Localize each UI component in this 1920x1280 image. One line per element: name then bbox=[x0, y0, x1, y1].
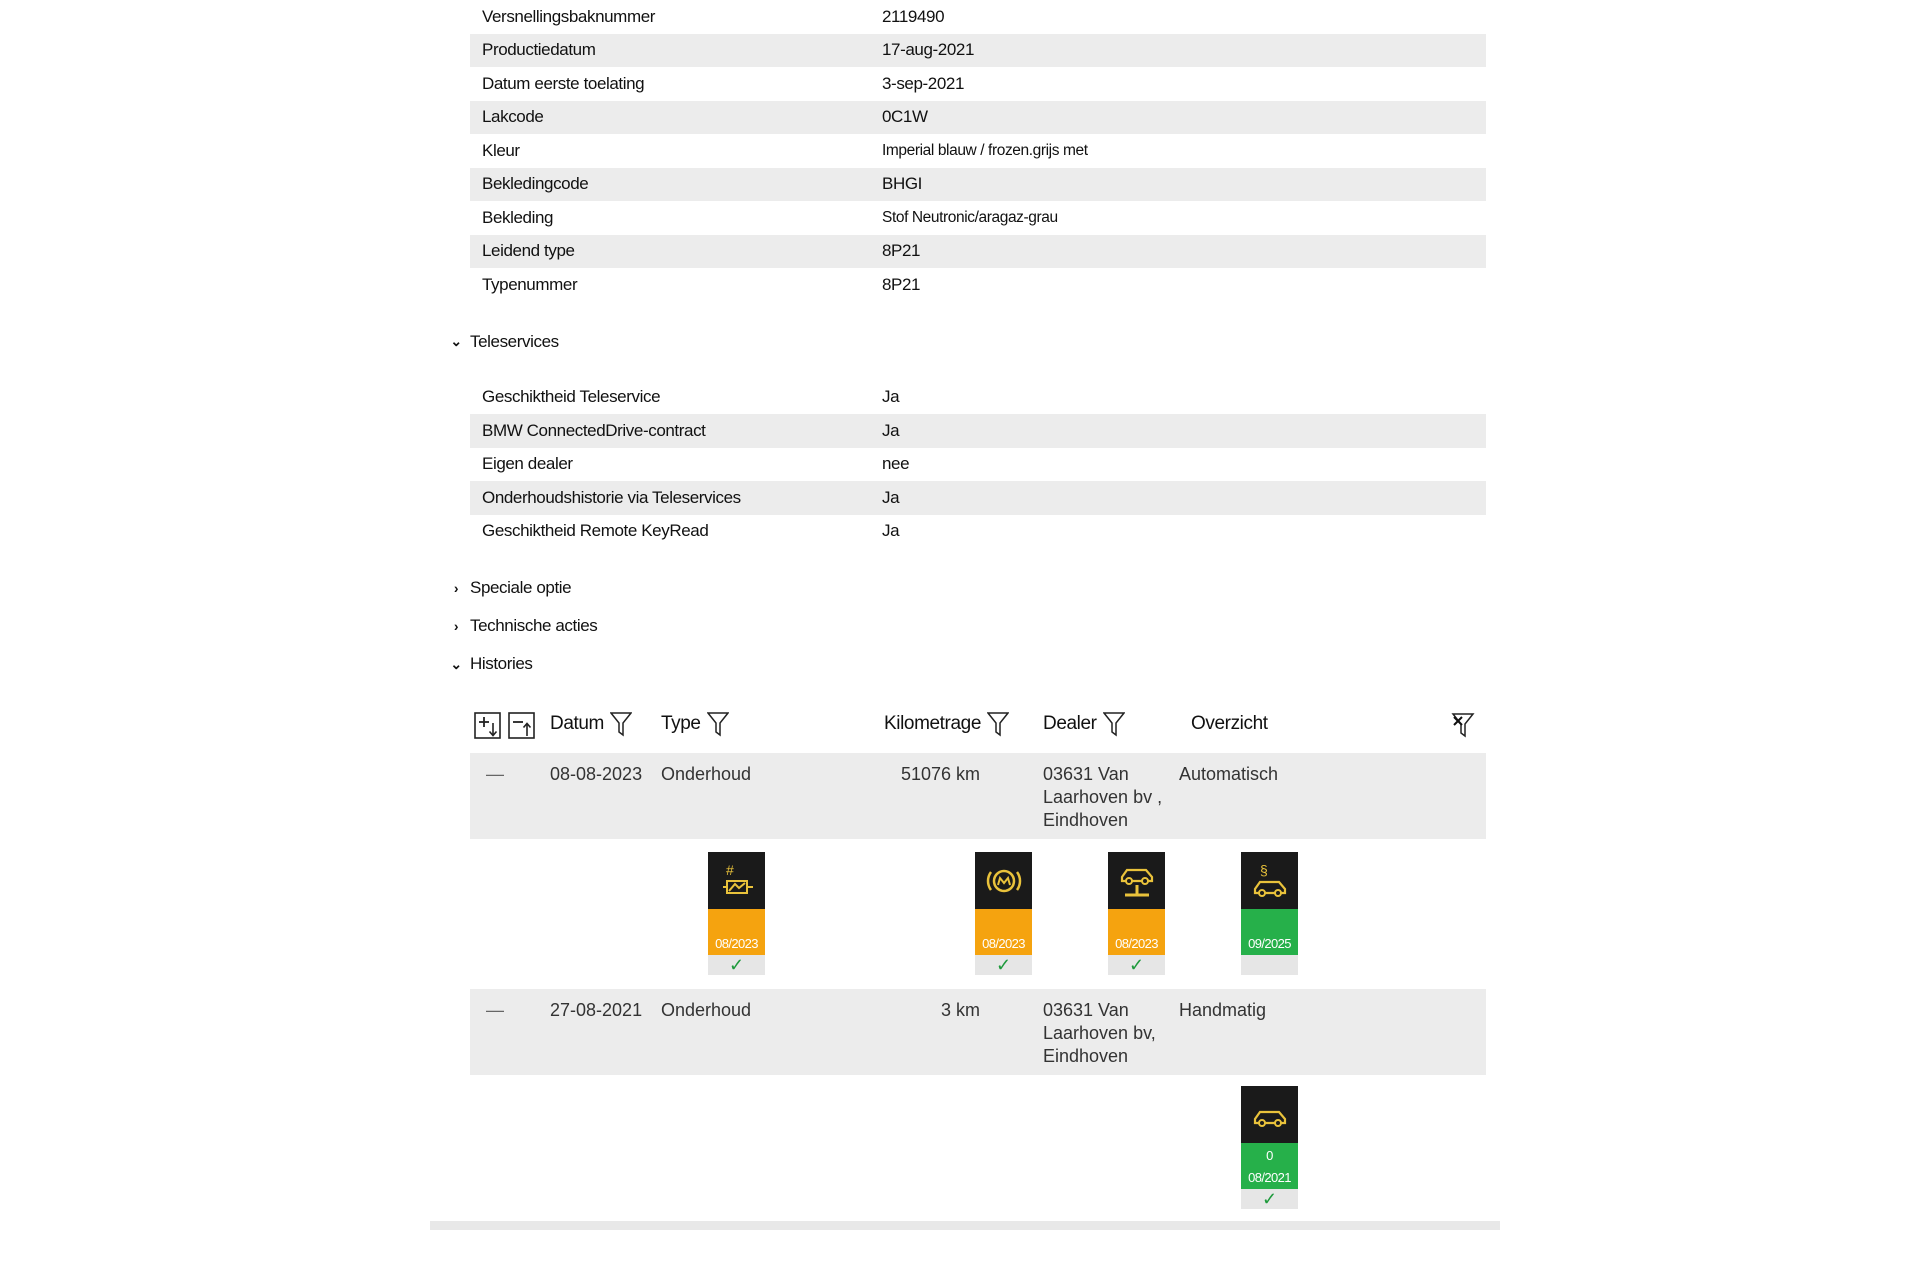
column-header-label: Overzicht bbox=[1191, 713, 1268, 734]
column-header-label: Dealer bbox=[1043, 713, 1097, 734]
car-icon bbox=[1248, 1093, 1292, 1137]
dealer-line: Eindhoven bbox=[1043, 1046, 1129, 1066]
history-km: 3 km bbox=[940, 1000, 980, 1020]
svg-text:#: # bbox=[725, 861, 734, 878]
vehicle-lift-icon bbox=[1115, 859, 1159, 903]
service-badges bbox=[470, 839, 1486, 989]
check-icon: ✓ bbox=[708, 955, 765, 975]
column-kilometrage[interactable] bbox=[884, 695, 1009, 753]
kv-row bbox=[470, 414, 1486, 448]
column-datum[interactable] bbox=[550, 695, 632, 753]
check-icon: ✓ bbox=[1108, 955, 1165, 975]
section-title: Teleservices bbox=[470, 331, 559, 351]
column-dealer[interactable] bbox=[1043, 695, 1125, 753]
history-overzicht: Handmatig bbox=[1179, 1000, 1267, 1020]
badge-date: 08/2023 bbox=[975, 909, 1032, 955]
badge-date: 09/2025 bbox=[1241, 909, 1298, 955]
dealer-line: Laarhoven bv , bbox=[1043, 787, 1163, 807]
filter-icon[interactable] bbox=[707, 711, 729, 737]
kv-label: Typenummer bbox=[482, 274, 578, 294]
history-dealer bbox=[1043, 999, 1156, 1068]
kv-label: Eigen dealer bbox=[482, 454, 573, 474]
kv-value: Ja bbox=[882, 487, 900, 507]
kv-row bbox=[470, 101, 1486, 135]
kv-label: Datum eerste toelating bbox=[482, 73, 645, 93]
service-badge[interactable] bbox=[1241, 1086, 1298, 1209]
chevron-right-icon: › bbox=[453, 580, 459, 596]
svg-text:§: § bbox=[1259, 861, 1268, 878]
kv-label: Kleur bbox=[482, 140, 520, 160]
column-header-label: Type bbox=[661, 713, 701, 734]
collapse-all-icon[interactable] bbox=[508, 712, 535, 739]
vehicle-data-table bbox=[470, 0, 1486, 302]
column-header-label: Kilometrage bbox=[884, 713, 981, 734]
kv-value: 8P21 bbox=[882, 274, 921, 294]
filter-icon[interactable] bbox=[987, 711, 1009, 737]
service-badge[interactable] bbox=[975, 852, 1032, 975]
kv-value: nee bbox=[882, 454, 910, 474]
history-type: Onderhoud bbox=[661, 1000, 752, 1020]
history-overzicht: Automatisch bbox=[1179, 764, 1279, 784]
badge-count: 0 bbox=[1266, 1148, 1273, 1163]
kv-label: Geschiktheid Remote KeyRead bbox=[482, 521, 709, 541]
teleservices-table bbox=[470, 381, 1486, 549]
column-type[interactable] bbox=[661, 695, 729, 753]
history-dealer bbox=[1043, 763, 1162, 832]
kv-row bbox=[470, 515, 1486, 549]
kv-value: 3-sep-2021 bbox=[882, 73, 965, 93]
section-title: Technische acties bbox=[470, 616, 598, 635]
check-icon bbox=[1241, 955, 1298, 975]
history-km: 51076 km bbox=[900, 764, 980, 784]
service-badges bbox=[470, 1075, 1486, 1225]
chevron-right-icon: › bbox=[453, 618, 459, 634]
column-header-label: Datum bbox=[550, 713, 604, 734]
kv-value: 17-aug-2021 bbox=[882, 40, 975, 60]
check-icon: ✓ bbox=[975, 955, 1032, 975]
kv-row bbox=[470, 448, 1486, 482]
kv-label: Versnellingsbaknummer bbox=[482, 6, 656, 26]
histories-header bbox=[470, 695, 1486, 753]
badge-date: 08/2023 bbox=[708, 909, 765, 955]
kv-value: Ja bbox=[882, 521, 900, 541]
bottom-divider bbox=[430, 1221, 1500, 1230]
expand-all-icon[interactable] bbox=[474, 712, 501, 739]
dealer-line: Eindhoven bbox=[1043, 810, 1129, 830]
service-badge[interactable] bbox=[708, 852, 765, 975]
kv-value: 0C1W bbox=[882, 107, 928, 127]
kv-label: Bekleding bbox=[482, 207, 554, 227]
kv-row bbox=[470, 134, 1486, 168]
kv-value: Ja bbox=[882, 420, 900, 440]
kv-value: 2119490 bbox=[882, 6, 945, 26]
row-collapse-toggle[interactable]: — bbox=[486, 1000, 504, 1020]
history-row[interactable] bbox=[470, 989, 1486, 1075]
vehicle-inspection-icon bbox=[1248, 859, 1292, 903]
column-overzicht bbox=[1191, 695, 1268, 753]
history-date: 08-08-2023 bbox=[550, 764, 643, 784]
kv-row bbox=[470, 34, 1486, 68]
brake-fluid-icon bbox=[715, 859, 759, 903]
section-title: Speciale optie bbox=[470, 578, 572, 597]
section-technische-acties[interactable] bbox=[442, 607, 1486, 645]
kv-label: Bekledingcode bbox=[482, 174, 589, 194]
kv-label: Leidend type bbox=[482, 241, 575, 261]
row-collapse-toggle[interactable]: — bbox=[486, 764, 504, 784]
kv-label: Onderhoudshistorie via Teleservices bbox=[482, 487, 741, 507]
brake-pad-icon bbox=[982, 859, 1026, 903]
service-badge[interactable] bbox=[1241, 852, 1298, 975]
section-histories[interactable] bbox=[442, 645, 1486, 683]
section-speciale-optie[interactable] bbox=[442, 569, 1486, 607]
history-type: Onderhoud bbox=[661, 764, 752, 784]
section-teleservices[interactable] bbox=[442, 323, 1486, 361]
kv-label: Lakcode bbox=[482, 107, 544, 127]
kv-value: Stof Neutronic/aragaz-grau bbox=[882, 208, 1058, 226]
kv-row bbox=[470, 481, 1486, 515]
filter-icon[interactable] bbox=[610, 711, 632, 737]
history-date: 27-08-2021 bbox=[550, 1000, 643, 1020]
kv-label: Productiedatum bbox=[482, 40, 596, 60]
vehicle-details-panel bbox=[450, 0, 1486, 1225]
kv-row bbox=[470, 201, 1486, 235]
kv-value: Ja bbox=[882, 387, 900, 407]
kv-row bbox=[470, 268, 1486, 302]
kv-value: BHGI bbox=[882, 174, 922, 194]
kv-row bbox=[470, 235, 1486, 269]
kv-row bbox=[470, 381, 1486, 415]
kv-label: Geschiktheid Teleservice bbox=[482, 387, 661, 407]
dealer-line: 03631 Van bbox=[1043, 764, 1129, 784]
dealer-line: 03631 Van bbox=[1043, 1000, 1129, 1020]
history-row[interactable] bbox=[470, 753, 1486, 839]
kv-value: 8P21 bbox=[882, 241, 921, 261]
kv-row bbox=[470, 67, 1486, 101]
clear-filter-icon[interactable] bbox=[1450, 711, 1476, 739]
filter-icon[interactable] bbox=[1103, 711, 1125, 737]
kv-value: Imperial blauw / frozen.grijs met bbox=[882, 141, 1088, 159]
dealer-line: Laarhoven bv, bbox=[1043, 1023, 1156, 1043]
service-badge[interactable] bbox=[1108, 852, 1165, 975]
chevron-down-icon: ⌄ bbox=[450, 333, 462, 349]
chevron-down-icon: ⌄ bbox=[450, 655, 462, 672]
kv-row bbox=[470, 0, 1486, 34]
section-title: Histories bbox=[470, 654, 533, 673]
kv-row bbox=[470, 168, 1486, 202]
badge-date: 08/2023 bbox=[1108, 909, 1165, 955]
badge-date: 08/2021 bbox=[1248, 1170, 1291, 1185]
check-icon: ✓ bbox=[1241, 1189, 1298, 1209]
kv-label: BMW ConnectedDrive-contract bbox=[482, 420, 706, 440]
